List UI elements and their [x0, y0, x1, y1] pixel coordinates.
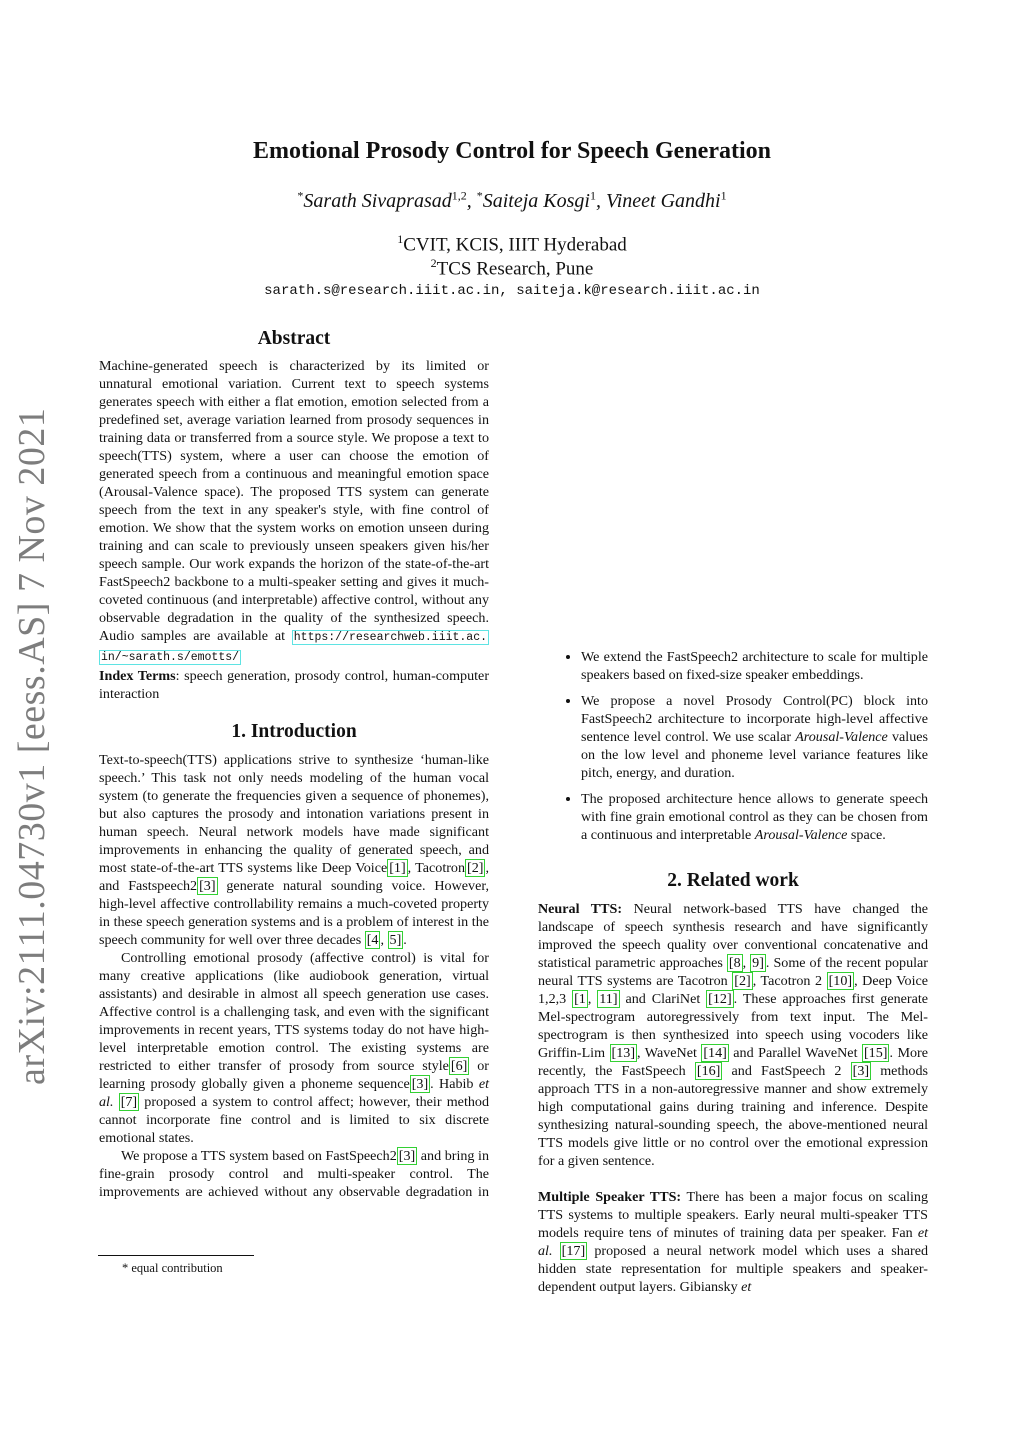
citation-link[interactable]: [10] — [828, 973, 853, 989]
intro-paragraph: We propose a TTS system based on FastSpeech2 [3] and bring in fine-grain prosody control and multi-speaker control. The improvements are achieved without any observable degradation in — [99, 1148, 489, 1200]
citation-link[interactable]: [6] — [450, 1058, 468, 1074]
citation-link[interactable]: [16] — [696, 1063, 721, 1079]
audio-samples-link[interactable]: https://researchweb.iiit.ac. — [293, 631, 487, 644]
footnote-rule — [98, 1255, 254, 1256]
citation-link[interactable]: [2] — [467, 860, 484, 876]
arxiv-margin-stamp: arXiv:2111.04730v1 [eess.AS] 7 Nov 2021 — [11, 407, 53, 1085]
index-terms: Index Terms: speech generation, prosody control, human-computer interaction — [99, 668, 490, 702]
footnote: * equal contribution — [122, 1261, 223, 1275]
related-paragraph: Neural TTS: Neural network-based TTS have changed the landscape of speech synthesis research and have significantly improved the speech quality over conventional concatenative and statistical parametric approaches [8 , 9] . Some of the recent popular neural TTS systems are Tacotron [2] , Tacotron 2 [10] , Deep Voice 1,2,3 [1 , 11] and ClariNet [12] . These approaches first generate Mel-spectrogram autoregressively from text input. The Mel-spectrogram is then synthesized into speech using vocoders like Griffin-Lim [13] , WaveNet [14] and Parallel WaveNet [15] . More recently, the FastSpeech [16] and FastSpeech 2 [3] methods approach TTS in a non-autoregressive manner and show extremely high computational gains during training and inference. Despite synthesizing natural-sounding speech, the above-mentioned neural TTS models give little or no control over the emotional expression for a given sentence. — [538, 901, 929, 1169]
list-item: • We propose a novel Prosody Control(PC) block into FastSpeech2 architecture to incorporate high-level affective sentence level control. We use scalar Arousal-Valence values on the low level and phoneme level variance features like pitch, energy, and duration. — [581, 692, 928, 782]
section-heading-related-work: 2. Related work — [667, 870, 799, 891]
citation-link[interactable]: [3] — [852, 1063, 870, 1079]
list-item: • The proposed architecture hence allows to generate speech with fine grain emotional control as they can be chosen from a continuous and interpretable Arousal-Valence space. — [581, 790, 928, 844]
author-list — [0, 188, 1024, 213]
abstract-heading: Abstract — [257, 328, 331, 349]
citation-link[interactable]: [2] — [734, 973, 751, 989]
intro-continuation — [538, 333, 928, 639]
citation-link[interactable]: 9] — [752, 955, 764, 971]
paper-title: Emotional Prosody Control for Speech Generation — [253, 138, 771, 164]
author: *Sarath Sivaprasad$^{1,2}$, — [297, 188, 477, 212]
citation-link[interactable]: [3] — [411, 1076, 429, 1092]
contributions-list — [538, 648, 928, 844]
section-heading-introduction: 1. Introduction — [231, 721, 357, 742]
author-emails: sarath.s@research.iiit.ac.in, saiteja.k@research.iiit.ac.in — [264, 283, 760, 299]
abstract-text: Machine-generated speech is characterized by its limited or unnatural emotional variation. Current text to speech systems generates speech with either a flat emotion, emotion selected from a predefined set, average variation learned from prosody sequences in training data or transferred from a source style. We propose a text to speech(TTS) system, where a user can choose the emotion of generated speech from a continuous and meaningful emotion space (Arousal-Valence space). The proposed TTS system can generate speech from the text in any speaker's style, with fine control of emotion. We show that the system works on emotion unseen during training and can scale to previously unseen speakers given his/her speech sample. Our work expands the horizon of the state-of-the-art FastSpeech2 backbone to a multi-speaker setting and gives it much-coveted continuous (and interpretable) affective control, without any observable degradation in the quality of the synthesized speech. Audio samples are available at https://researchweb.iiit.ac. in/~sarath.s/emotts/ — [99, 358, 489, 664]
intro-paragraph: Controlling emotional prosody (affective control) is vital for many creative applications (like audiobook generation, virtual assistants) and desirable in almost all speech generation use cases. Affective control is a challenging task, and even with the significant improvements in recent years, TTS systems today do not have high-level interpretable emotion control. The existing systems are restricted to either transfer of prosody from source style [6] or learning prosody globally given a phoneme sequence [3] . Habib et al. [7] proposed a system to control affect; however, their method cannot incorporate fine control and is limited to six discrete emotional states. — [99, 950, 490, 1146]
citation-link[interactable]: [1] — [389, 860, 406, 876]
citation-link[interactable]: [13] — [611, 1045, 636, 1061]
citation-link[interactable]: [7] — [120, 1094, 138, 1110]
intro-paragraph: Text-to-speech(TTS) applications strive to synthesize ‘human-like speech.’ This task not only needs modeling of the human vocal system (to generate the frequencies given a sequence of phonemes), but also captures the prosody and intonation variations present in human speech. Neural network models have made significant improvements in enhancing the quality of generated speech, and most state-of-the-art TTS systems like Deep Voice [1] , Tacotron [2] , and Fastspeech2 [3] generate natural sounding voice. However, high-level affective controllability remains a much-coveted property in these speech generation systems and is a problem of interest in the speech community for well over three decades [4 , 5] . — [99, 752, 489, 948]
related-paragraph: Multiple Speaker TTS: There has been a major focus on scaling TTS systems to multiple speakers. Early neural multi-speaker TTS models require tens of minutes of training data per speaker. Fan et al. [17] proposed a neural network model which uses a shared hidden state representation for multiple speakers and speaker-dependent output layers. Gibiansky et — [538, 1189, 929, 1295]
citation-link[interactable]: [3] — [199, 878, 216, 894]
audio-samples-link[interactable]: in/~sarath.s/emotts/ — [101, 651, 240, 664]
citation-link[interactable]: [12] — [708, 991, 732, 1007]
affiliation: $^1$CVIT, KCIS, IIIT Hyderabad — [397, 232, 627, 256]
citation-link[interactable]: [8 — [728, 955, 741, 971]
citation-link[interactable]: [17] — [561, 1243, 586, 1259]
citation-link[interactable]: 11] — [599, 991, 618, 1007]
citation-link[interactable]: [14] — [703, 1045, 727, 1061]
author: *Saiteja Kosgi$^1$, — [476, 188, 606, 212]
right-column — [538, 333, 928, 1296]
citation-link[interactable]: 5] — [389, 932, 402, 948]
list-item: • We extend the FastSpeech2 architecture to scale for multiple speakers based on fixed-size speaker embeddings. — [581, 648, 928, 684]
citation-link[interactable]: [1 — [574, 991, 586, 1007]
author: Vineet Gandhi$^1$ — [605, 188, 727, 212]
citation-link[interactable]: [15] — [863, 1045, 888, 1061]
left-column — [99, 330, 489, 1201]
affiliation: $^2$TCS Research, Pune — [430, 256, 594, 280]
citation-link[interactable]: [4 — [366, 932, 379, 948]
citation-link[interactable]: [3] — [398, 1148, 416, 1164]
